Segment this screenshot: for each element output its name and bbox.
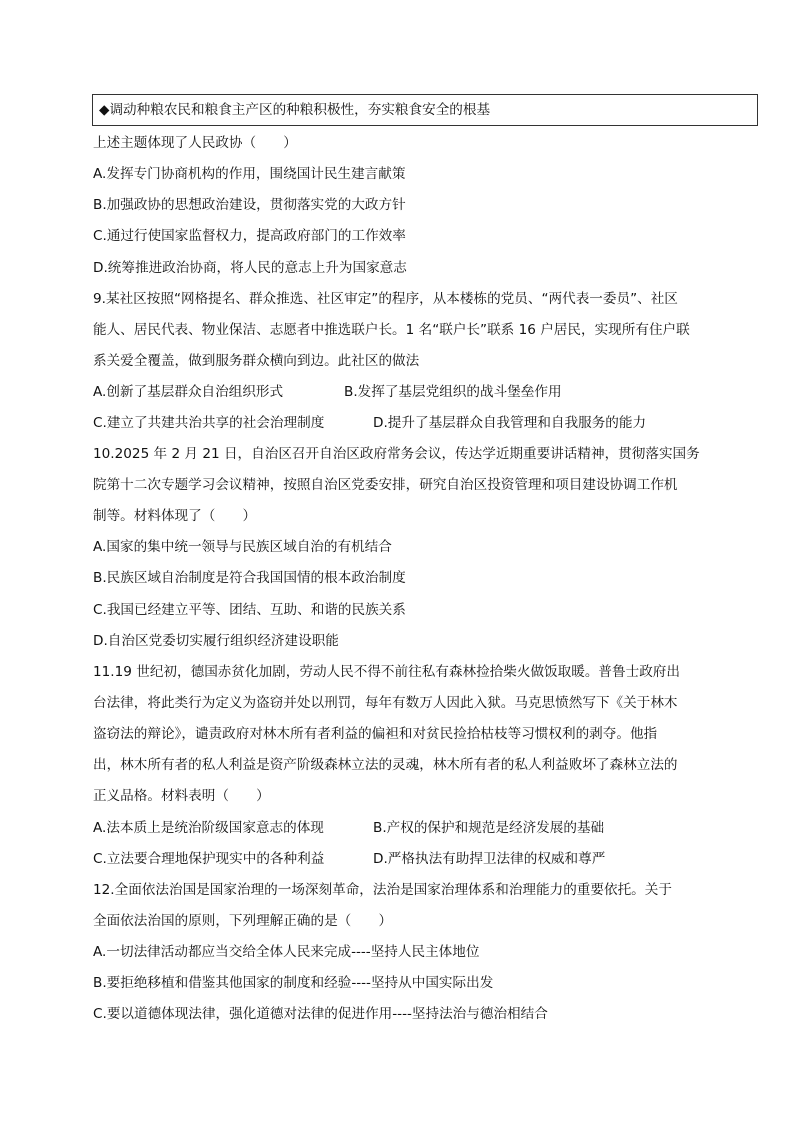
q11-stem-line-4: 出，林木所有者的私人利益是资产阶级森林立法的灵魂，林木所有者的私人利益败坏了森林立法的 bbox=[93, 757, 678, 773]
q11-option-c: C.立法要合理地保护现实中的各种利益 bbox=[93, 851, 325, 867]
q8-option-a: A.发挥专门协商机构的作用，围绕国计民生建言献策 bbox=[93, 166, 406, 182]
q9-stem-line-2: 能人、居民代表、物业保洁、志愿者中推选联户长。1 名“联户长”联系 16 户居民，实现所有住户联 bbox=[93, 322, 690, 338]
q10-option-a: A.国家的集中统一领导与民族区域自治的有机结合 bbox=[93, 539, 392, 555]
q8-option-b: B.加强政协的思想政治建设，贯彻落实党的大政方针 bbox=[93, 197, 406, 213]
q10-option-d: D.自治区党委切实履行组织经济建设职能 bbox=[93, 633, 339, 649]
q12-stem-line-2: 全面依法治国的原则，下列理解正确的是（ ） bbox=[93, 913, 393, 929]
q10-stem-line-3: 制等。材料体现了（ ） bbox=[93, 508, 257, 524]
q12-option-a: A.一切法律活动都应当交给全体人民来完成----坚持人民主体地位 bbox=[93, 944, 480, 960]
q8-option-c: C.通过行使国家监督权力，提高政府部门的工作效率 bbox=[93, 228, 406, 244]
theme-box-text: ◆调动种粮农民和粮食主产区的种粮积极性，夯实粮食安全的根基 bbox=[99, 102, 491, 118]
q11-stem-line-1: 11.19 世纪初，德国赤贫化加剧，劳动人民不得不前往私有森林捡拾柴火做饭取暖。普鲁士政府出 bbox=[93, 664, 680, 680]
q10-option-c: C.我国已经建立平等、团结、互助、和谐的民族关系 bbox=[93, 602, 406, 618]
q11-stem-line-2: 台法律，将此类行为定义为盗窃并处以刑罚，每年有数万人因此入狱。马克思愤然写下《关于林木 bbox=[93, 695, 678, 711]
q9-stem-line-3: 系关爱全覆盖，做到服务群众横向到边。此社区的做法 bbox=[93, 353, 420, 369]
q9-option-d: D.提升了基层群众自我管理和自我服务的能力 bbox=[373, 415, 647, 431]
q12-option-b: B.要拒绝移植和借鉴其他国家的制度和经验----坚持从中国实际出发 bbox=[93, 975, 494, 991]
q10-option-b: B.民族区域自治制度是符合我国国情的根本政治制度 bbox=[93, 570, 406, 586]
q11-option-b: B.产权的保护和规范是经济发展的基础 bbox=[373, 820, 605, 836]
theme-box bbox=[92, 94, 758, 126]
q9-option-a: A.创新了基层群众自治组织形式 bbox=[93, 384, 284, 400]
q11-option-a: A.法本质上是统治阶级国家意志的体现 bbox=[93, 820, 324, 836]
q12-stem-line-1: 12.全面依法治国是国家治理的一场深刻革命，法治是国家治理体系和治理能力的重要依托。关于 bbox=[93, 882, 672, 898]
q11-stem-line-3: 盗窃法的辩论》，谴责政府对林木所有者利益的偏袒和对贫民捡拾枯枝等习惯权利的剥夺。他指 bbox=[93, 726, 658, 742]
q8-option-d: D.统筹推进政治协商，将人民的意志上升为国家意志 bbox=[93, 260, 407, 276]
q11-stem-line-5: 正义品格。材料表明（ ） bbox=[93, 788, 270, 804]
q9-stem-line-1: 9.某社区按照“网格提名、群众推选、社区审定”的程序，从本楼栋的党员、“两代表一委员”、社区 bbox=[93, 291, 678, 307]
q10-stem-line-2: 院第十二次专题学习会议精神，按照自治区党委安排，研究自治区投资管理和项目建设协调工作机 bbox=[93, 477, 678, 493]
q12-option-c: C.要以道德体现法律，强化道德对法律的促进作用----坚持法治与德治相结合 bbox=[93, 1006, 548, 1022]
q9-option-b: B.发挥了基层党组织的战斗堡垒作用 bbox=[344, 384, 562, 400]
q10-stem-line-1: 10.2025 年 2 月 21 日，自治区召开自治区政府常务会议，传达学近期重要讲话精神，贯彻落实国务 bbox=[93, 446, 700, 462]
q11-option-d: D.严格执法有助捍卫法律的权威和尊严 bbox=[373, 851, 606, 867]
q9-option-c: C.建立了共建共治共享的社会治理制度 bbox=[93, 415, 325, 431]
q8-stem: 上述主题体现了人民政协（ ） bbox=[93, 135, 297, 151]
